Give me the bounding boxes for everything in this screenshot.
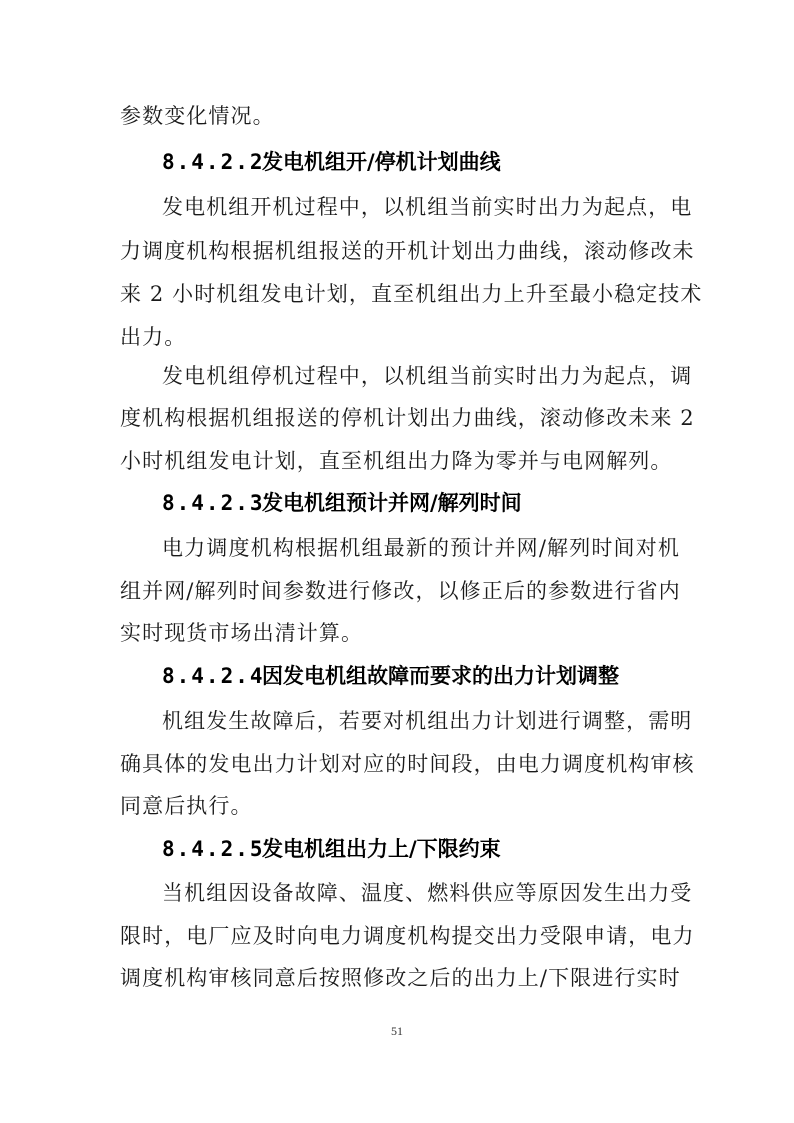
body-text-line: 机组发生故障后，若要对机组出力计划进行调整，需明: [162, 709, 693, 733]
body-text-line: 参数变化情况。: [120, 104, 275, 128]
body-text-line: 实时现货市场出清计算。: [120, 621, 364, 645]
body-text-line: 当机组因设备故障、温度、燃料供应等原因发生出力受: [162, 881, 693, 905]
section-number: 8.4.2.4: [162, 664, 265, 688]
section-title: 发电机组出力上/下限约束: [262, 837, 501, 861]
section-number: 8.4.2.3: [162, 491, 265, 515]
section-title: 发电机组预计并网/解列时间: [262, 491, 522, 515]
section-number: 8.4.2.5: [162, 837, 265, 861]
section-number: 8.4.2.2: [162, 150, 265, 174]
section-title: 因发电机组故障而要求的出力计划调整: [262, 664, 619, 688]
body-text-line: 组并网/解列时间参数进行修改，以修正后的参数进行省内: [120, 579, 681, 603]
section-heading: [162, 661, 619, 691]
body-text-line: 电力调度机构根据机组最新的预计并网/解列时间对机: [162, 536, 680, 560]
body-text-line: 同意后执行。: [120, 794, 253, 818]
page-number: 51: [391, 1024, 403, 1038]
section-title: 发电机组开/停机计划曲线: [262, 150, 501, 174]
body-text-line: 确具体的发电出力计划对应的时间段，由电力调度机构审核: [120, 752, 695, 776]
section-heading: [162, 488, 522, 518]
body-text-line: 调度机构审核同意后按照修改之后的出力上/下限进行实时: [120, 966, 681, 990]
body-text-line: 来 2 小时机组发电计划，直至机组出力上升至最小稳定技术: [120, 282, 703, 306]
body-text-line: 力调度机构根据机组报送的开机计划出力曲线，滚动修改未: [120, 239, 695, 263]
section-heading: [162, 147, 501, 177]
body-text-line: 发电机组停机过程中，以机组当前实时出力为起点，调: [162, 364, 693, 388]
body-text-line: 限时，电厂应及时向电力调度机构提交出力受限申请，电力: [120, 924, 695, 948]
body-text-line: 出力。: [120, 325, 187, 349]
body-text-line: 小时机组发电计划，直至机组出力降为零并与电网解列。: [120, 449, 673, 473]
body-text-line: 度机构根据机组报送的停机计划出力曲线，滚动修改未来 2: [120, 406, 695, 430]
body-text-line: 发电机组开机过程中，以机组当前实时出力为起点，电: [162, 195, 693, 219]
section-heading: [162, 834, 501, 864]
